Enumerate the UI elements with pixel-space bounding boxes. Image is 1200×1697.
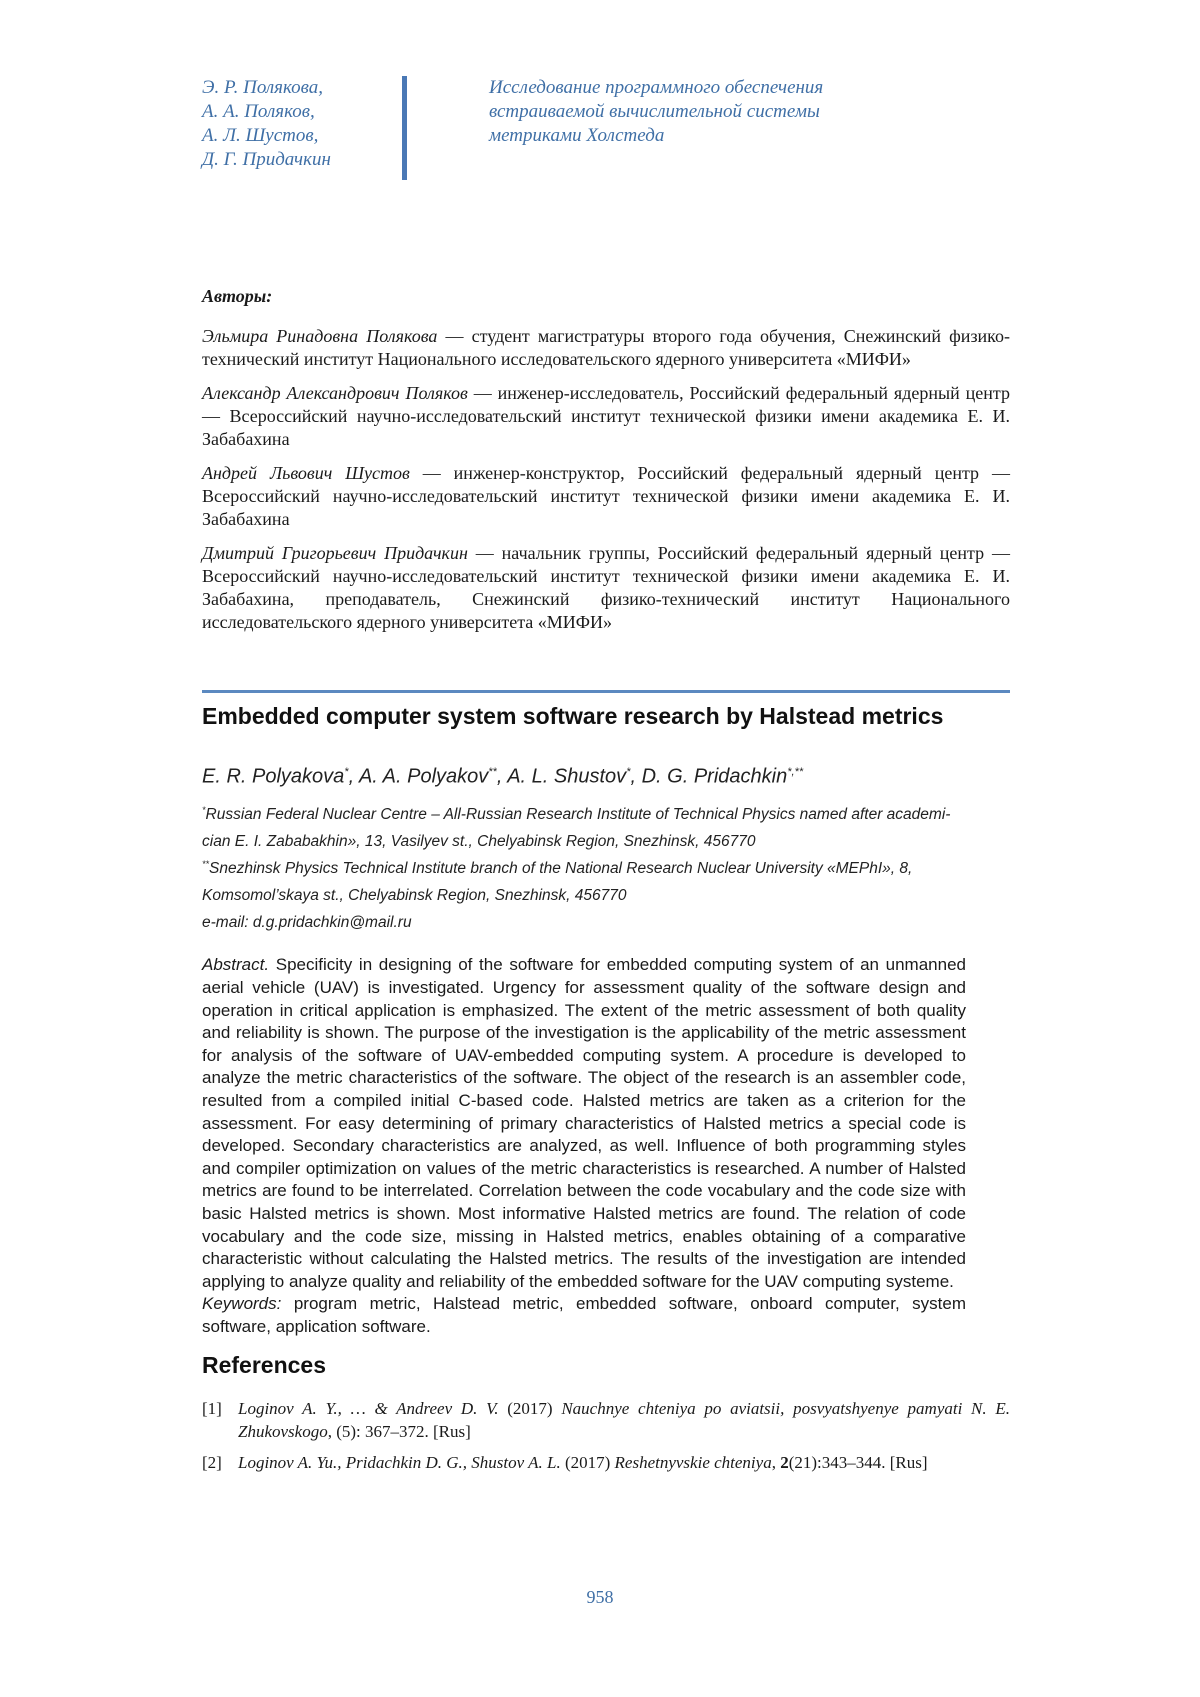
- affiliation-mark: **: [202, 859, 209, 869]
- affiliation-email: [202, 907, 1010, 934]
- author-separator: ,: [630, 766, 641, 788]
- header-author: Д. Г. Придачкин: [202, 148, 392, 172]
- header-authors: [202, 76, 392, 172]
- keywords: [202, 1293, 966, 1338]
- author-name: Эльмира Ринадовна Полякова: [202, 326, 437, 346]
- author-name: Андрей Львович Шустов: [202, 463, 410, 483]
- affiliation-line: [202, 853, 1010, 880]
- reference-source: Reshetnyvskie chteniya: [615, 1453, 772, 1472]
- header-divider: [402, 76, 407, 180]
- author-name: Александр Александрович Поляков: [202, 383, 468, 403]
- author-name: Дмитрий Григорьевич Придачкин: [202, 543, 468, 563]
- english-author: E. R. Polyakova: [202, 766, 344, 788]
- header-title: [489, 76, 909, 148]
- author-mark: *: [344, 766, 348, 778]
- authors-heading: Авторы:: [202, 286, 1010, 307]
- author-entry: [202, 462, 1010, 531]
- authors-section: [202, 286, 1010, 645]
- english-authors: [202, 758, 1010, 791]
- english-author: A. A. Polyakov: [359, 766, 488, 788]
- header-author: Э. Р. Полякова,: [202, 76, 392, 100]
- author-separator: ,: [497, 766, 507, 788]
- email-text: e-mail: d.g.pridachkin@mail.ru: [202, 914, 412, 931]
- abstract: [202, 954, 966, 1293]
- reference-year: (2017): [561, 1453, 615, 1472]
- page-number: 958: [0, 1587, 1200, 1608]
- reference-volume: 2: [780, 1453, 789, 1472]
- english-author: D. G. Pridachkin: [642, 766, 788, 788]
- abstract-text: Specificity in designing of the software for embedded computing system of an unmanned aerial vehicle (UAV) is investigated. Urgency for assessment quality of the software design and operation in critical application is emphasized. The extent of the metric assessment of both quality and reliability is shown. The purpose of the investigation is the applicability of the metric assessment for analysis of the software of UAV-embedded computing system. A procedure is developed to analyze the metric characteristics of the software. The object of the research is an assembler code, resulted from a compiled initial C-based code. Halsted metrics are taken as a criterion for the assessment. For easy determining of primary characteristics of Halsted metrics a special code is developed. Secondary characteristics are analyzed, as well. Influence of both programming styles and compiler optimization on values of the metric characteristics is researched. A number of Halsted metrics are found to be interrelated. Correlation between the code vocabulary and the code size with basic Halsted metrics is shown. Most informative Halsted metrics are found. The relation of code vocabulary and the code size, missing in Halsted metrics, enables obtaining of a comparative characteristic without calculating the Halsted metrics. The results of the investigation are intended applying to analyze quality and reliability of the embedded software for the UAV computing systeme.: [202, 955, 966, 1290]
- section-divider: [202, 690, 1010, 693]
- author-entry: [202, 325, 1010, 371]
- author-description: — начальник группы, Российский федеральный ядерный центр — Всероссийский научно-исследовательский институт технической физики имени академика Е. И. Забабахина, преподаватель, Снежинский физико-технический институт Национального исследовательского ядерного университета «МИФИ»: [202, 543, 1010, 632]
- english-author: A. L. Shustov: [507, 766, 626, 788]
- affiliation-line: [202, 799, 1010, 826]
- keywords-label: Keywords:: [202, 1294, 281, 1313]
- author-separator: ,: [349, 766, 359, 788]
- header-author: А. Л. Шустов,: [202, 124, 392, 148]
- affiliation-text: Komsomol’skaya st., Chelyabinsk Region, Snezhinsk, 456770: [202, 887, 626, 904]
- references-section: [202, 1352, 1010, 1482]
- reference-authors: Loginov A. Yu., Pridachkin D. G., Shustov A. L.: [238, 1453, 561, 1472]
- author-entry: [202, 382, 1010, 451]
- english-abstract-section: [202, 700, 1010, 1339]
- affiliations: [202, 799, 1010, 935]
- author-description: — студент магистратуры второго года обучения, Снежинский физико-технический институт Национального исследовательского ядерного университета «МИФИ»: [202, 326, 1010, 369]
- author-mark: **: [488, 766, 497, 778]
- reference-item: [2] Loginov A. Yu., Pridachkin D. G., Shustov A. L. (2017) Reshetnyvskie chteniya, 2(21):343–344. [Rus]: [202, 1451, 1010, 1474]
- reference-source: Nauchnye chteniya po aviatsii, posvyatshyenye pamyati N. E. Zhukovskogo: [238, 1399, 1010, 1441]
- keywords-text: program metric, Halstead metric, embedded software, onboard computer, system software, application software.: [202, 1294, 966, 1336]
- author-description: — инженер-конструктор, Российский федеральный ядерный центр — Всероссийский научно-исследовательский институт технической физики имени академика Е. И. Забабахина: [202, 463, 1010, 529]
- reference-number: [2]: [202, 1451, 222, 1474]
- affiliation-line: [202, 826, 1010, 853]
- reference-authors: Loginov A. Y., … & Andreev D. V.: [238, 1399, 499, 1418]
- reference-tail: (21):343–344. [Rus]: [789, 1453, 928, 1472]
- abstract-label: Abstract.: [202, 955, 269, 974]
- references-heading: References: [202, 1352, 1010, 1379]
- affiliation-text: cian E. I. Zababakhin», 13, Vasilyev st., Chelyabinsk Region, Snezhinsk, 456770: [202, 833, 755, 850]
- running-header: [202, 76, 922, 180]
- reference-year: (2017): [499, 1399, 562, 1418]
- author-entry: [202, 542, 1010, 634]
- reference-tail: , (5): 367–372. [Rus]: [328, 1422, 471, 1441]
- header-title-line: метриками Холстеда: [489, 124, 909, 148]
- english-title: Embedded computer system software research by Halstead metrics: [202, 700, 1010, 732]
- reference-item: [202, 1397, 1010, 1443]
- header-title-line: встраиваемой вычислительной системы: [489, 100, 909, 124]
- affiliation-text: Snezhinsk Physics Technical Institute branch of the National Research Nuclear University «MEPhI», 8,: [209, 860, 912, 877]
- header-title-line: Исследование программного обеспечения: [489, 76, 909, 100]
- author-description: — инженер-исследователь, Российский федеральный ядерный центр — Всероссийский научно-исследовательский институт технической физики имени академика Е. И. Забабахина: [202, 383, 1010, 449]
- reference-number: [1]: [202, 1397, 222, 1420]
- header-author: А. А. Поляков,: [202, 100, 392, 124]
- author-mark: *: [626, 766, 630, 778]
- affiliation-mark: *: [202, 805, 206, 815]
- affiliation-line: [202, 880, 1010, 907]
- affiliation-text: Russian Federal Nuclear Centre – All-Russian Research Institute of Technical Physics named after academi-: [206, 806, 951, 823]
- author-mark: *,**: [787, 766, 803, 778]
